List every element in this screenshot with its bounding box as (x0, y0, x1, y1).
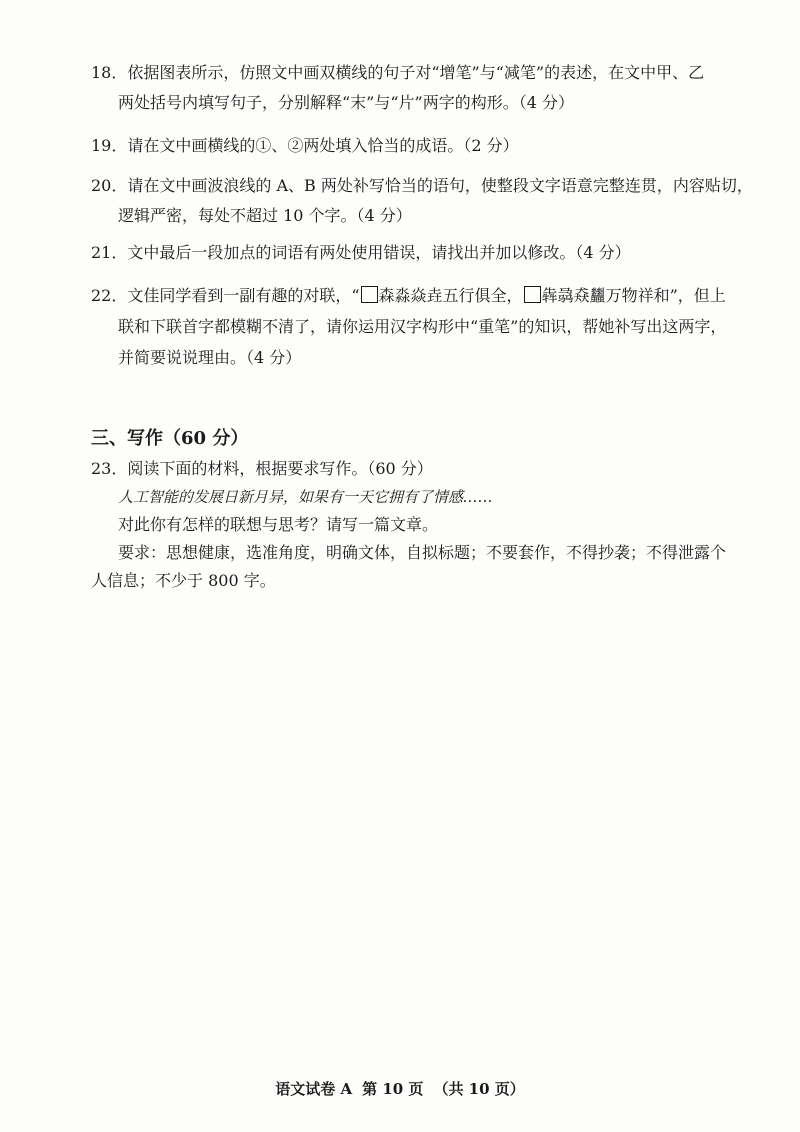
question-23-prompt: 对此你有怎样的联想与思考？请写一篇文章。 (118, 515, 439, 534)
question-18-line-2: 两处括号内填写句子，分别解释“末”与“片”两字的构形。（4 分） (118, 93, 574, 112)
question-22-line-1-a: 22．文佳同学看到一副有趣的对联，“ (91, 286, 360, 305)
question-18 (91, 58, 731, 118)
question-21 (91, 238, 731, 268)
question-22-line-3: 并简要说说理由。（4 分） (118, 348, 302, 367)
question-23-line-1: 23．阅读下面的材料，根据要求写作。（60 分） (91, 459, 433, 478)
footer-total-pages: （共 10 页） (433, 1080, 525, 1098)
page-footer (0, 1078, 800, 1099)
blank-box-1 (361, 286, 378, 303)
section-title-writing: 三、写作（60 分） (91, 428, 249, 449)
question-20-line-2: 逻辑严密，每处不超过 10 个字。（4 分） (118, 206, 412, 225)
question-22-line-1 (91, 280, 731, 311)
question-19-line-1: 19．请在文中画横线的①、②两处填入恰当的成语。（2 分） (91, 136, 519, 155)
question-22 (91, 280, 731, 373)
question-23-requirement-2: 人信息；不少于 800 字。 (91, 571, 276, 590)
question-20-line-1: 20．请在文中画波浪线的 A、B 两处补写恰当的语句，使整段文字语意完整连贯，内容贴切， (91, 176, 753, 195)
question-19 (91, 131, 731, 161)
blank-box-2 (524, 286, 541, 303)
footer-paper-name: 语文试卷 A (275, 1080, 353, 1098)
question-22-line-2: 联和下联首字都模糊不清了，请你运用汉字构形中“重笔”的知识，帮她补写出这两字， (118, 317, 727, 336)
question-23-material: 人工智能的发展日新月异，如果有一天它拥有了情感…… (118, 488, 494, 506)
question-20 (91, 171, 753, 231)
question-21-line-1: 21．文中最后一段加点的词语有两处使用错误，请找出并加以修改。（4 分） (91, 243, 631, 262)
couplet-upper: 森淼焱垚五行俱全， (378, 286, 523, 305)
question-23-requirement-1: 要求：思想健康，选准角度，明确文体，自拟标题；不要套作，不得抄袭；不得泄露个 (118, 543, 727, 562)
couplet-lower: 犇骉猋蠿万物祥和”，但上 (541, 286, 726, 305)
footer-page-number: 第 10 页 (362, 1080, 424, 1098)
question-18-line-1: 18．依据图表所示，仿照文中画双横线的句子对“增笔”与“减笔”的表述，在文中甲、乙 (91, 63, 705, 82)
question-23 (91, 455, 731, 595)
